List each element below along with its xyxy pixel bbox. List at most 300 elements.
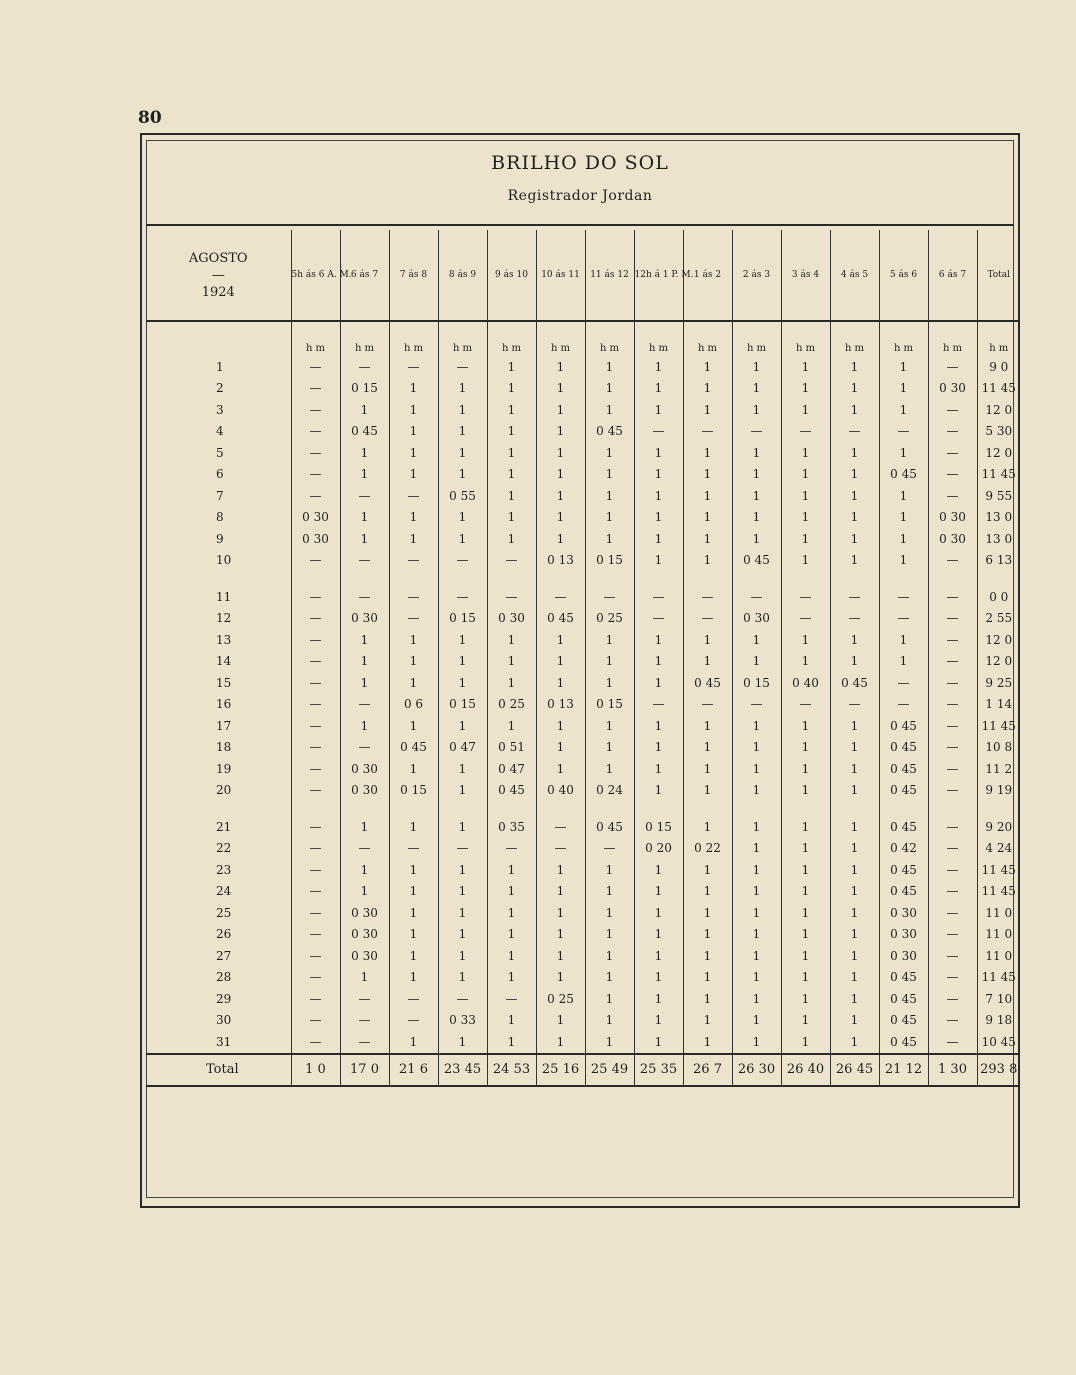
value-cell: 1 [781,967,830,989]
value-cell: 1 [585,737,634,759]
value-cell: 9 18 [977,1010,1020,1032]
value-cell: 11 45 [977,967,1020,989]
value-cell: 1 14 [977,694,1020,716]
value-cell: 1 [830,816,879,838]
value-cell: 1 [634,780,683,802]
value-cell: 0 45 [879,1010,928,1032]
value-cell: 1 [732,715,781,737]
table-row [146,608,1020,630]
total-cell: 21 6 [389,1054,438,1086]
value-cell: 1 [781,902,830,924]
value-cell: — [585,838,634,860]
value-cell: 1 [830,442,879,464]
total-cell: 25 49 [585,1054,634,1086]
unit-label: h m [536,321,585,356]
value-cell: 0 45 [879,715,928,737]
value-cell: 1 [340,399,389,421]
day-cell: 3 [216,402,224,417]
value-cell: — [438,988,487,1010]
value-cell: — [634,694,683,716]
value-cell: 1 [683,528,732,550]
value-cell: 0 15 [340,378,389,400]
value-cell: 1 [683,550,732,572]
total-cell: 26 30 [732,1054,781,1086]
unit-label: h m [438,321,487,356]
value-cell: 1 [683,859,732,881]
value-cell: 1 [389,816,438,838]
value-cell: 1 [536,737,585,759]
value-cell: 1 [634,1010,683,1032]
value-cell: 1 [634,629,683,651]
value-cell: 1 [732,442,781,464]
value-cell: 0 30 [928,528,977,550]
value-cell: 1 [634,651,683,673]
value-cell: — [389,608,438,630]
value-cell: 13 0 [977,528,1020,550]
value-cell: 1 [585,356,634,378]
value-cell: 1 [438,464,487,486]
value-cell: — [389,356,438,378]
row-spacer [146,571,1020,586]
value-cell: 1 [879,378,928,400]
value-cell: 1 [634,464,683,486]
spacer-cell [389,571,438,586]
value-cell: 1 [683,988,732,1010]
value-cell: — [291,945,340,967]
unit-label: h m [928,321,977,356]
value-cell: — [879,421,928,443]
day-cell: 7 [216,488,224,503]
value-cell: 1 [781,356,830,378]
value-cell: 11 45 [977,859,1020,881]
value-cell: 1 [634,672,683,694]
unit-label: h m [781,321,830,356]
value-cell: 1 [781,485,830,507]
value-cell: 1 [683,737,732,759]
value-cell: 1 [389,507,438,529]
value-cell: 1 [634,902,683,924]
value-cell: — [340,586,389,608]
value-cell: 1 [781,838,830,860]
value-cell: 1 [487,859,536,881]
spacer-cell [683,801,732,816]
value-cell: 0 30 [879,902,928,924]
total-cell: 25 16 [536,1054,585,1086]
value-cell: 1 [585,859,634,881]
spacer-cell [879,801,928,816]
value-cell: 1 [389,924,438,946]
value-cell: 1 [781,507,830,529]
value-cell: 0 15 [634,816,683,838]
day-cell: 6 [216,467,224,482]
value-cell: 1 [830,507,879,529]
value-cell: 5 30 [977,421,1020,443]
value-cell: — [830,421,879,443]
table-row [146,715,1020,737]
spacer-cell [634,571,683,586]
value-cell: — [291,967,340,989]
value-cell: 1 [536,758,585,780]
table-row [146,629,1020,651]
value-cell: 1 [634,1031,683,1054]
value-cell: 1 [830,1031,879,1054]
value-cell: — [928,356,977,378]
value-cell: 1 [781,464,830,486]
value-cell: 1 [683,629,732,651]
value-cell: 1 [781,629,830,651]
value-cell: 1 [438,1031,487,1054]
year-label: 1924 [201,284,235,300]
spacer-cell [830,801,879,816]
value-cell: 1 [830,780,879,802]
table-row [146,1010,1020,1032]
value-cell: 1 [830,838,879,860]
unit-label: h m [340,321,389,356]
value-cell: 1 [536,945,585,967]
value-cell: 0 25 [585,608,634,630]
value-cell: 1 [830,758,879,780]
value-cell: 1 [732,1010,781,1032]
value-cell: 0 30 [732,608,781,630]
value-cell: 1 [585,881,634,903]
value-cell: 0 15 [438,608,487,630]
value-cell: — [928,550,977,572]
table-row [146,550,1020,572]
value-cell: 1 [683,378,732,400]
spacer-cell [977,571,1020,586]
value-cell: 1 [634,988,683,1010]
value-cell: 1 [389,464,438,486]
value-cell: 9 25 [977,672,1020,694]
value-cell: — [928,651,977,673]
day-cell: 26 [216,927,232,942]
value-cell: 0 22 [683,838,732,860]
value-cell: — [536,586,585,608]
value-cell: 1 [536,464,585,486]
value-cell: 0 30 [340,924,389,946]
value-cell: 1 [585,378,634,400]
value-cell: 1 [732,967,781,989]
spacer-cell [830,571,879,586]
value-cell: 1 [340,859,389,881]
value-cell: — [928,859,977,881]
table-row [146,988,1020,1010]
value-cell: — [928,629,977,651]
value-cell: — [634,421,683,443]
value-cell: — [928,485,977,507]
value-cell: — [291,464,340,486]
value-cell: 1 [536,715,585,737]
value-cell: 1 [879,629,928,651]
value-cell: 0 45 [879,859,928,881]
value-cell: 1 [340,629,389,651]
value-cell: 1 [634,485,683,507]
value-cell: — [389,550,438,572]
table-row [146,507,1020,529]
value-cell: — [781,421,830,443]
table-row [146,694,1020,716]
value-cell: — [781,586,830,608]
value-cell: 1 [438,442,487,464]
value-cell: 1 [683,356,732,378]
value-cell: — [928,737,977,759]
value-cell: 1 [683,902,732,924]
total-cell: 23 45 [438,1054,487,1086]
spacer-cell [291,801,340,816]
value-cell: 1 [536,356,585,378]
value-cell: 1 [830,1010,879,1032]
value-cell: 1 [487,715,536,737]
value-cell: 11 45 [977,378,1020,400]
value-cell: — [830,694,879,716]
value-cell: 1 [634,399,683,421]
value-cell: 1 [781,988,830,1010]
value-cell: — [340,485,389,507]
value-cell: — [732,694,781,716]
value-cell: — [291,715,340,737]
value-cell: 1 [683,881,732,903]
value-cell: 0 30 [340,902,389,924]
unit-label: h m [634,321,683,356]
unit-label: h m [487,321,536,356]
table-row [146,967,1020,989]
value-cell: 1 [389,902,438,924]
value-cell: 1 [487,924,536,946]
column-header: 6 ás 7 [340,230,389,321]
value-cell: 1 [683,399,732,421]
day-cell: 30 [216,1013,232,1028]
value-cell: 1 [536,399,585,421]
total-cell: 21 12 [879,1054,928,1086]
value-cell: — [340,356,389,378]
value-cell: 1 [536,629,585,651]
value-cell: 1 [389,528,438,550]
value-cell: 0 45 [879,967,928,989]
value-cell: — [291,378,340,400]
value-cell: 1 [536,421,585,443]
value-cell: 9 19 [977,780,1020,802]
value-cell: — [291,902,340,924]
value-cell: 1 [683,485,732,507]
value-cell: — [879,608,928,630]
table-row [146,945,1020,967]
value-cell: 1 [781,924,830,946]
value-cell: 1 [634,378,683,400]
value-cell: 1 [879,485,928,507]
value-cell: 1 [340,507,389,529]
table-row [146,838,1020,860]
value-cell: 1 [683,816,732,838]
month-header [146,230,291,321]
value-cell: 1 [830,485,879,507]
table-row [146,421,1020,443]
value-cell: 1 [879,528,928,550]
column-header: 5h ás 6 A. M. [291,230,340,321]
value-cell: 1 [683,780,732,802]
value-cell: 0 25 [487,694,536,716]
value-cell: 0 30 [879,924,928,946]
value-cell: 1 [340,464,389,486]
value-cell: 1 [830,945,879,967]
total-cell: 25 35 [634,1054,683,1086]
value-cell: — [291,881,340,903]
value-cell: 1 [830,651,879,673]
value-cell: 1 [389,1031,438,1054]
value-cell: 1 [732,528,781,550]
value-cell: — [928,672,977,694]
value-cell: 0 45 [879,881,928,903]
value-cell: 1 [585,988,634,1010]
value-cell: 1 [585,758,634,780]
value-cell: 1 [487,421,536,443]
day-cell: 12 [216,611,232,626]
value-cell: 1 [781,758,830,780]
table-subtitle: Registrador Jordan [507,188,653,204]
value-cell: 1 [585,485,634,507]
value-cell: 0 30 [928,507,977,529]
value-cell: 0 55 [438,485,487,507]
value-cell: 0 45 [732,550,781,572]
value-cell: — [487,550,536,572]
value-cell: 6 13 [977,550,1020,572]
value-cell: — [291,672,340,694]
value-cell: 1 [389,399,438,421]
header-row [146,230,1020,321]
value-cell: 11 0 [977,945,1020,967]
value-cell: 0 15 [438,694,487,716]
value-cell: — [879,586,928,608]
value-cell: 1 [781,737,830,759]
value-cell: 1 [683,967,732,989]
spacer-cell [340,571,389,586]
table-row [146,485,1020,507]
total-label: Total [146,1054,291,1086]
value-cell: — [291,694,340,716]
value-cell: 1 [585,464,634,486]
title-divider [146,224,1014,226]
value-cell: — [928,780,977,802]
value-cell: — [928,442,977,464]
value-cell: 0 45 [683,672,732,694]
column-header: 5 ás 6 [879,230,928,321]
value-cell: 1 [781,378,830,400]
value-cell: 1 [585,945,634,967]
value-cell: 0 45 [879,737,928,759]
value-cell: 9 55 [977,485,1020,507]
value-cell: 1 [732,485,781,507]
day-cell: 9 [216,531,224,546]
value-cell: 1 [438,924,487,946]
value-cell: 0 25 [536,988,585,1010]
value-cell: 1 [389,881,438,903]
value-cell: 1 [340,651,389,673]
value-cell: 1 [340,442,389,464]
value-cell: 1 [732,816,781,838]
value-cell: — [438,550,487,572]
spacer-cell [585,571,634,586]
value-cell: 1 [781,816,830,838]
value-cell: 1 [340,881,389,903]
value-cell: 1 [830,924,879,946]
value-cell: 0 30 [340,945,389,967]
spacer-cell [781,801,830,816]
value-cell: 1 [585,1031,634,1054]
value-cell: 1 [340,967,389,989]
value-cell: — [634,586,683,608]
value-cell: 7 10 [977,988,1020,1010]
table-row [146,1031,1020,1054]
value-cell: 1 [536,881,585,903]
value-cell: 1 [536,902,585,924]
value-cell: 1 [732,758,781,780]
sunshine-table [146,230,1020,1087]
day-cell: 13 [216,632,232,647]
value-cell: 1 [487,528,536,550]
value-cell: 1 [683,442,732,464]
value-cell: 1 [389,629,438,651]
value-cell: 1 [781,550,830,572]
value-cell: 1 [683,651,732,673]
value-cell: 1 [487,485,536,507]
value-cell: 0 47 [438,737,487,759]
unit-label: h m [585,321,634,356]
value-cell: 1 [634,442,683,464]
value-cell: 1 [487,378,536,400]
day-cell: 28 [216,970,232,985]
value-cell: 0 13 [536,694,585,716]
value-cell: 1 [830,550,879,572]
column-header: 12h á 1 P. M. [634,230,683,321]
value-cell: 1 [585,672,634,694]
value-cell: 1 [732,737,781,759]
value-cell: 0 45 [879,816,928,838]
value-cell: — [487,586,536,608]
value-cell: — [340,1010,389,1032]
value-cell: 1 [879,356,928,378]
value-cell: 1 [487,442,536,464]
total-cell: 26 45 [830,1054,879,1086]
day-cell: 11 [216,589,232,604]
value-cell: 1 [487,967,536,989]
table-row [146,737,1020,759]
value-cell: 1 [634,924,683,946]
value-cell: 12 0 [977,629,1020,651]
value-cell: 0 45 [830,672,879,694]
value-cell: 0 45 [879,758,928,780]
value-cell: 1 [438,672,487,694]
value-cell: 1 [536,967,585,989]
unit-label: h m [732,321,781,356]
table-row [146,881,1020,903]
value-cell: 1 [879,550,928,572]
value-cell: — [291,586,340,608]
value-cell: 1 [634,715,683,737]
column-header: 1 ás 2 [683,230,732,321]
value-cell: 0 51 [487,737,536,759]
value-cell: 1 [732,629,781,651]
spacer-cell [146,801,291,816]
value-cell: 1 [389,378,438,400]
value-cell: 12 0 [977,651,1020,673]
value-cell: 1 [634,967,683,989]
value-cell: 1 [781,780,830,802]
value-cell: 0 45 [536,608,585,630]
day-cell: 17 [216,718,232,733]
spacer-cell [732,571,781,586]
value-cell: — [928,924,977,946]
value-cell: 1 [438,881,487,903]
day-cell: 15 [216,675,232,690]
